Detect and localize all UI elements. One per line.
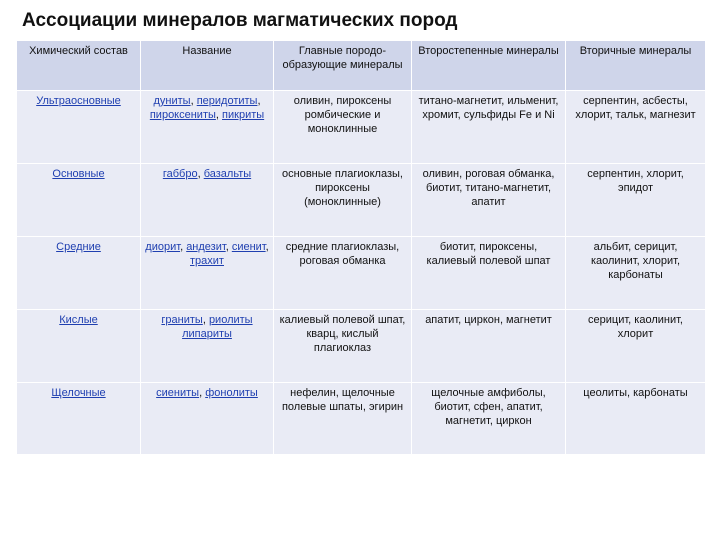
accessory-minerals-cell: щелочные амфиболы, биотит, сфен, апатит, магнетит, циркон bbox=[412, 383, 566, 455]
rock-link[interactable]: граниты bbox=[161, 314, 203, 326]
rock-link[interactable]: андезит bbox=[186, 241, 226, 253]
rock-link[interactable]: дуниты bbox=[153, 95, 191, 107]
main-minerals-cell: калиевый полевой шпат, кварц, кислый плагиоклаз bbox=[274, 310, 412, 383]
accessory-minerals-cell: апатит, циркон, магнетит bbox=[412, 310, 566, 383]
rock-names-cell: граниты, риолиты липариты bbox=[141, 310, 274, 383]
rock-link[interactable]: габбро bbox=[162, 168, 198, 180]
composition-link[interactable]: Кислые bbox=[59, 314, 98, 326]
secondary-minerals-cell: серицит, каолинит, хлорит bbox=[566, 310, 706, 383]
rock-names-cell: сиениты, фонолиты bbox=[141, 383, 274, 455]
header-accessory-minerals: Второстепенные минералы bbox=[412, 41, 566, 91]
rock-link[interactable]: фонолиты bbox=[205, 387, 258, 399]
table-row bbox=[17, 91, 706, 164]
rock-link[interactable]: трахит bbox=[190, 255, 224, 267]
composition-cell bbox=[17, 237, 141, 310]
secondary-minerals-cell: серпентин, асбесты, хлорит, тальк, магнезит bbox=[566, 91, 706, 164]
rock-link[interactable]: базальты bbox=[203, 168, 252, 180]
table-row bbox=[17, 310, 706, 383]
rock-link[interactable]: пикриты bbox=[222, 109, 265, 121]
rock-link[interactable]: перидотиты bbox=[196, 95, 258, 107]
composition-cell bbox=[17, 164, 141, 237]
composition-link[interactable]: Щелочные bbox=[51, 387, 106, 399]
rock-link[interactable]: липариты bbox=[182, 328, 232, 340]
header-composition: Химический состав bbox=[17, 41, 141, 91]
rock-link[interactable]: сиенит bbox=[231, 241, 266, 253]
secondary-minerals-cell: цеолиты, карбонаты bbox=[566, 383, 706, 455]
secondary-minerals-cell: серпентин, хлорит, эпидот bbox=[566, 164, 706, 237]
header-row bbox=[17, 41, 706, 91]
page-title: Ассоциации минералов магматических пород bbox=[22, 10, 458, 31]
main-minerals-cell: средние плагиоклазы, роговая обманка bbox=[274, 237, 412, 310]
composition-link[interactable]: Ультраосновные bbox=[36, 95, 121, 107]
accessory-minerals-cell: биотит, пироксены, калиевый полевой шпат bbox=[412, 237, 566, 310]
composition-cell bbox=[17, 383, 141, 455]
table-row bbox=[17, 237, 706, 310]
composition-link[interactable]: Основные bbox=[52, 168, 105, 180]
header-name: Название bbox=[141, 41, 274, 91]
rock-names-cell: дуниты, перидотиты, пироксениты, пикриты bbox=[141, 91, 274, 164]
main-minerals-cell: нефелин, щелочные полевые шпаты, эгирин bbox=[274, 383, 412, 455]
rock-names-cell: габбро, базальты bbox=[141, 164, 274, 237]
main-minerals-cell: основные плагиоклазы, пироксены (моноклинные) bbox=[274, 164, 412, 237]
rock-link[interactable]: пироксениты bbox=[149, 109, 216, 121]
composition-cell bbox=[17, 310, 141, 383]
composition-cell bbox=[17, 91, 141, 164]
rock-names-cell: диорит, андезит, сиенит, трахит bbox=[141, 237, 274, 310]
header-secondary-minerals: Вторичные минералы bbox=[566, 41, 706, 91]
table-row bbox=[17, 383, 706, 455]
rock-link[interactable]: диорит bbox=[145, 241, 181, 253]
rock-link[interactable]: сиениты bbox=[156, 387, 200, 399]
main-minerals-cell: оливин, пироксены ромбические и моноклинные bbox=[274, 91, 412, 164]
table-row bbox=[17, 164, 706, 237]
composition-link[interactable]: Средние bbox=[56, 241, 101, 253]
secondary-minerals-cell: альбит, серицит, каолинит, хлорит, карбонаты bbox=[566, 237, 706, 310]
minerals-table bbox=[16, 40, 706, 455]
accessory-minerals-cell: титано-магнетит, ильменит, хромит, сульфиды Fe и Ni bbox=[412, 91, 566, 164]
rock-link[interactable]: риолиты bbox=[208, 314, 253, 326]
header-main-minerals: Главные породо-образующие минералы bbox=[274, 41, 412, 91]
accessory-minerals-cell: оливин, роговая обманка, биотит, титано-магнетит, апатит bbox=[412, 164, 566, 237]
